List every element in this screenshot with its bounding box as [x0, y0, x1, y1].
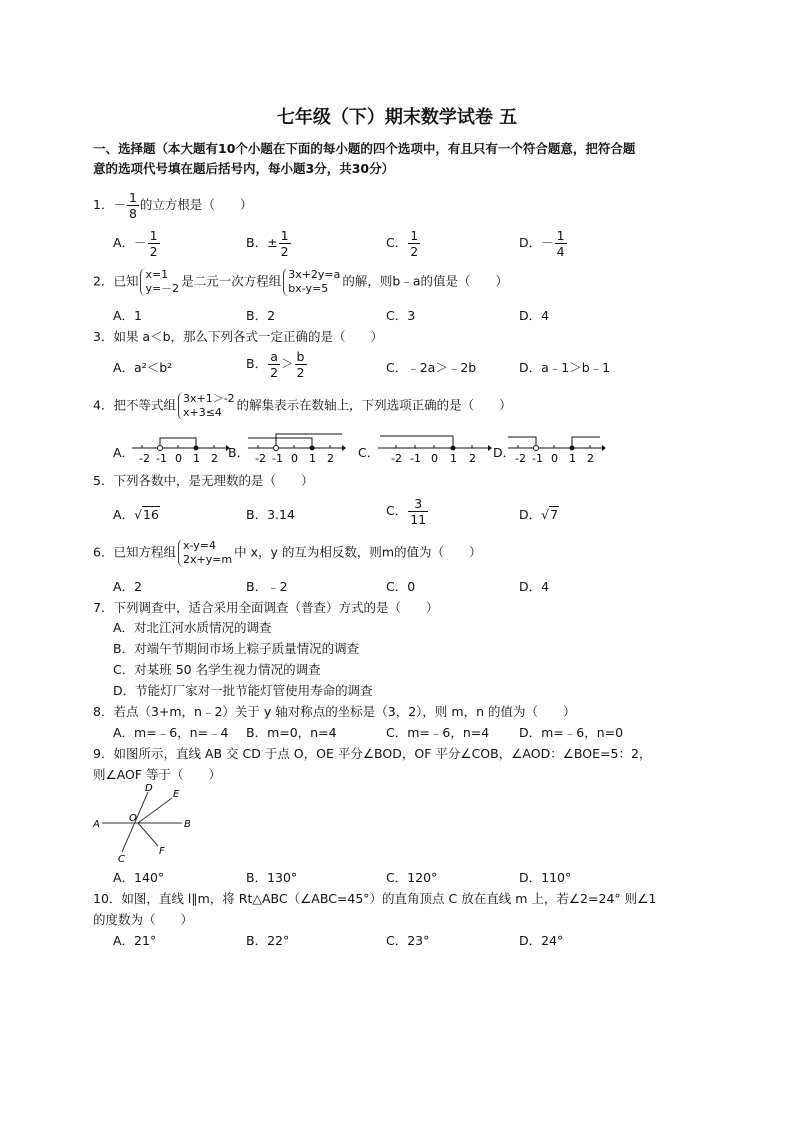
svg-text:1: 1 — [309, 452, 316, 465]
q8-option-d[interactable]: D．m=﹣6，n=0 — [519, 725, 624, 740]
equation-system: x-y=4 2x+y=m — [178, 539, 232, 567]
page-title: 七年级（下）期末数学试卷 五 — [276, 107, 518, 128]
q9-option-a[interactable]: A．140° — [113, 870, 165, 885]
q9-option-c[interactable]: C．120° — [386, 870, 438, 885]
q2-option-a[interactable]: A．1 — [113, 308, 143, 323]
number-line-d — [506, 430, 606, 466]
q10-option-a[interactable]: A．21° — [113, 933, 157, 948]
q3-option-a[interactable]: A．a²＜b² — [113, 360, 173, 375]
q10-option-b[interactable]: B．22° — [246, 933, 290, 948]
number-line-c — [376, 430, 492, 466]
inequality-system: 3x+1＞-2 x+3≤4 — [178, 392, 235, 420]
svg-text:F: F — [159, 846, 165, 857]
q6-option-c[interactable]: C．0 — [386, 579, 416, 594]
svg-text:2: 2 — [587, 452, 594, 465]
svg-text:-2: -2 — [255, 452, 266, 465]
svg-text:A: A — [93, 819, 100, 830]
question-3-stem: 3．如果 a＜b，那么下列各式一定正确的是（ ） — [93, 329, 384, 344]
q7-option-a[interactable]: A．对北江河水质情况的调查 — [113, 620, 272, 635]
number-line-a — [130, 430, 230, 466]
q4-option-c-label[interactable]: C． — [358, 445, 380, 460]
q2-option-c[interactable]: C．3 — [386, 308, 416, 323]
svg-text:-1: -1 — [156, 452, 167, 465]
q4-option-b-label[interactable]: B． — [228, 445, 250, 460]
number-line-b — [246, 430, 346, 466]
svg-text:-1: -1 — [272, 452, 283, 465]
svg-text:0: 0 — [175, 452, 182, 465]
question-6-stem: 6．已知方程组 x-y=4 2x+y=m 中 x，y 的互为相反数，则m的值为（ ） — [93, 539, 482, 566]
q1-option-a[interactable]: A．－ $\frac{1}{2}$ — [113, 228, 158, 259]
svg-text:-2: -2 — [391, 452, 402, 465]
question-9-stem-line1: 9．如图所示，直线 AB 交 CD 于点 O，OE 平分∠BOD，OF 平分∠COB，∠AOD：∠BOE=5：2， — [93, 746, 652, 761]
q7-option-b[interactable]: B．对端午节期间市场上粽子质量情况的调查 — [113, 641, 360, 656]
q3-option-c[interactable]: C．﹣2a＞﹣2b — [386, 360, 477, 375]
question-8-stem: 8．若点（3+m，n﹣2）关于 y 轴对称点的坐标是（3，2），则 m，n 的值为（ ） — [93, 704, 576, 719]
svg-text:-2: -2 — [515, 452, 526, 465]
question-2-stem: 2．已知 x=1 y=－2 是二元一次方程组 3x+2y=a bx-y=5 的解，则b﹣a的值是（ ） — [93, 268, 509, 295]
q4-option-d-label[interactable]: D． — [493, 445, 516, 460]
q3-option-d[interactable]: D．a﹣1＞b﹣1 — [519, 360, 611, 375]
svg-text:1: 1 — [193, 452, 200, 465]
question-1-stem: 1．－ $\frac{1}{8}$ 的立方根是（ ） — [93, 190, 253, 221]
q9-option-b[interactable]: B．130° — [246, 870, 298, 885]
svg-text:1: 1 — [569, 452, 576, 465]
svg-text:E: E — [173, 789, 180, 800]
q4-option-a-label[interactable]: A． — [113, 445, 135, 460]
svg-text:0: 0 — [431, 452, 438, 465]
question-9-stem-line2: 则∠AOF 等于（ ） — [93, 767, 222, 782]
q6-option-a[interactable]: A．2 — [113, 579, 143, 594]
q5-option-a[interactable]: A．√16 — [113, 507, 159, 522]
q1-option-c[interactable]: C． $\frac{1}{2}$ — [386, 228, 419, 259]
q7-option-d[interactable]: D．节能灯厂家对一批节能灯管使用寿命的调查 — [113, 683, 373, 698]
section-heading-line2: 意的选项代号填在题后括号内，每小题3分，共30分） — [93, 161, 395, 176]
equation-system: 3x+2y=a bx-y=5 — [283, 268, 340, 296]
question-10-stem-line1: 10．如图，直线 l∥m，将 Rt△ABC（∠ABC=45°）的直角顶点 C 放在直线 m 上，若∠2=24° 则∠1 — [93, 891, 657, 906]
svg-text:2: 2 — [327, 452, 334, 465]
svg-text:1: 1 — [450, 452, 457, 465]
q5-option-b[interactable]: B．3.14 — [246, 507, 295, 522]
svg-text:0: 0 — [291, 452, 298, 465]
q5-option-c[interactable]: C． $\frac{3}{11}$ — [386, 496, 427, 527]
svg-text:-1: -1 — [410, 452, 421, 465]
svg-text:B: B — [184, 819, 191, 830]
svg-text:C: C — [118, 854, 125, 864]
q10-option-c[interactable]: C．23° — [386, 933, 430, 948]
svg-text:0: 0 — [551, 452, 558, 465]
question-7-stem: 7．下列调查中，适合采用全面调查（普查）方式的是（ ） — [93, 600, 439, 615]
svg-text:O: O — [129, 813, 137, 824]
fraction: $\frac{1}{8}$ — [128, 190, 137, 221]
q8-option-c[interactable]: C．m=﹣6，n=4 — [386, 725, 490, 740]
equation-system: x=1 y=－2 — [140, 268, 179, 296]
svg-text:D: D — [145, 783, 153, 794]
q10-option-d[interactable]: D．24° — [519, 933, 564, 948]
svg-text:-1: -1 — [532, 452, 543, 465]
q9-option-d[interactable]: D．110° — [519, 870, 572, 885]
svg-text:-2: -2 — [139, 452, 150, 465]
question-4-stem: 4．把不等式组 3x+1＞-2 x+3≤4 的解集表示在数轴上，下列选项正确的是（ ） — [93, 392, 512, 419]
q8-option-a[interactable]: A．m=﹣6，n=﹣4 — [113, 725, 229, 740]
q2-option-b[interactable]: B．2 — [246, 308, 276, 323]
q9-angle-figure — [88, 780, 198, 864]
q6-option-b[interactable]: B．﹣2 — [246, 579, 288, 594]
q5-option-d[interactable]: D．√7 — [519, 507, 559, 522]
svg-text:2: 2 — [469, 452, 476, 465]
q8-option-b[interactable]: B．m=0，n=4 — [246, 725, 337, 740]
q2-option-d[interactable]: D．4 — [519, 308, 550, 323]
section-heading-line1: 一、选择题（本大题有10个小题在下面的每小题的四个选项中，有且只有一个符合题意，把符合题 — [93, 141, 636, 156]
svg-text:2: 2 — [211, 452, 218, 465]
q3-option-b[interactable]: B． $\frac{a}{2}$ ＞ $\frac{b}{2}$ — [246, 349, 305, 380]
question-10-stem-line2: 的度数为（ ） — [93, 912, 194, 927]
question-5-stem: 5．下列各数中，是无理数的是（ ） — [93, 473, 314, 488]
q6-option-d[interactable]: D．4 — [519, 579, 550, 594]
q7-option-c[interactable]: C．对某班 50 名学生视力情况的调查 — [113, 662, 321, 677]
q1-option-b[interactable]: B．± $\frac{1}{2}$ — [246, 228, 289, 259]
q1-option-d[interactable]: D．－ $\frac{1}{4}$ — [519, 228, 565, 259]
